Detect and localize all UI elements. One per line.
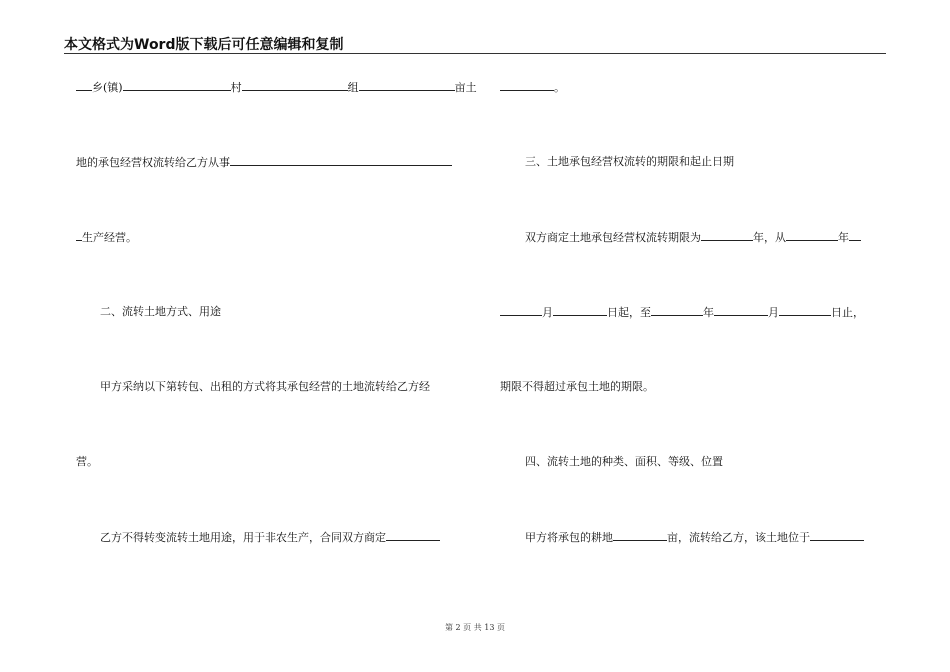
text: 月 [542, 306, 553, 319]
blank [786, 230, 838, 241]
page-footer: 第 2 页 共 13 页 [445, 623, 505, 632]
text: 生产经营。 [82, 231, 137, 244]
blank [553, 305, 607, 316]
left-line-7 [100, 530, 440, 545]
text: 日止， [831, 306, 864, 319]
text: 地的承包经营权流转给乙方从事 [76, 156, 230, 169]
text: 月 [768, 306, 779, 319]
right-line-1 [500, 80, 565, 95]
section-4-heading: 四、流转土地的种类、面积、等级、位置 [525, 455, 723, 468]
left-line-1 [76, 80, 477, 95]
text-township: 乡(镇) [92, 81, 123, 94]
text: 甲方将承包的耕地 [525, 531, 613, 544]
text-group: 组 [347, 81, 359, 94]
left-line-2 [76, 155, 452, 170]
blank [242, 80, 348, 91]
page-header [64, 33, 886, 54]
blank [76, 80, 92, 91]
blank [701, 230, 753, 241]
blank [613, 530, 667, 541]
text-mu: 亩土 [454, 81, 477, 94]
right-line-3 [525, 230, 861, 245]
left-line-3 [76, 230, 137, 245]
text-village: 村 [230, 81, 242, 94]
right-line-4 [500, 305, 864, 320]
text: 双方商定土地承包经营权流转期限为 [525, 231, 701, 244]
blank [810, 530, 864, 541]
right-line-5: 期限不得超过承包土地的期限。 [500, 380, 654, 393]
blank [500, 305, 542, 316]
left-line-6: 营。 [76, 455, 98, 468]
blank [714, 305, 768, 316]
text: 。 [554, 81, 565, 94]
blank [500, 80, 554, 91]
blank [651, 305, 703, 316]
text: 年 [703, 306, 714, 319]
blank [359, 80, 455, 91]
header-title: 本文格式为Word版下载后可任意编辑和复制 [64, 37, 344, 53]
text: 乙方不得转变流转土地用途，用于非农生产，合同双方商定 [100, 531, 386, 544]
blank [849, 230, 861, 241]
section-2-heading: 二、流转土地方式、用途 [100, 305, 221, 318]
section-3-heading: 三、土地承包经营权流转的期限和起止日期 [525, 155, 734, 168]
right-line-7 [525, 530, 864, 545]
blank [230, 155, 452, 166]
text: 年，从 [753, 231, 786, 244]
left-line-5: 甲方采纳以下第转包、出租的方式将其承包经营的土地流转给乙方经 [100, 380, 430, 393]
blank [123, 80, 231, 91]
text: 亩，流转给乙方，该土地位于 [667, 531, 810, 544]
blank [386, 530, 440, 541]
text: 年 [838, 231, 849, 244]
blank [779, 305, 831, 316]
text: 日起，至 [607, 306, 651, 319]
